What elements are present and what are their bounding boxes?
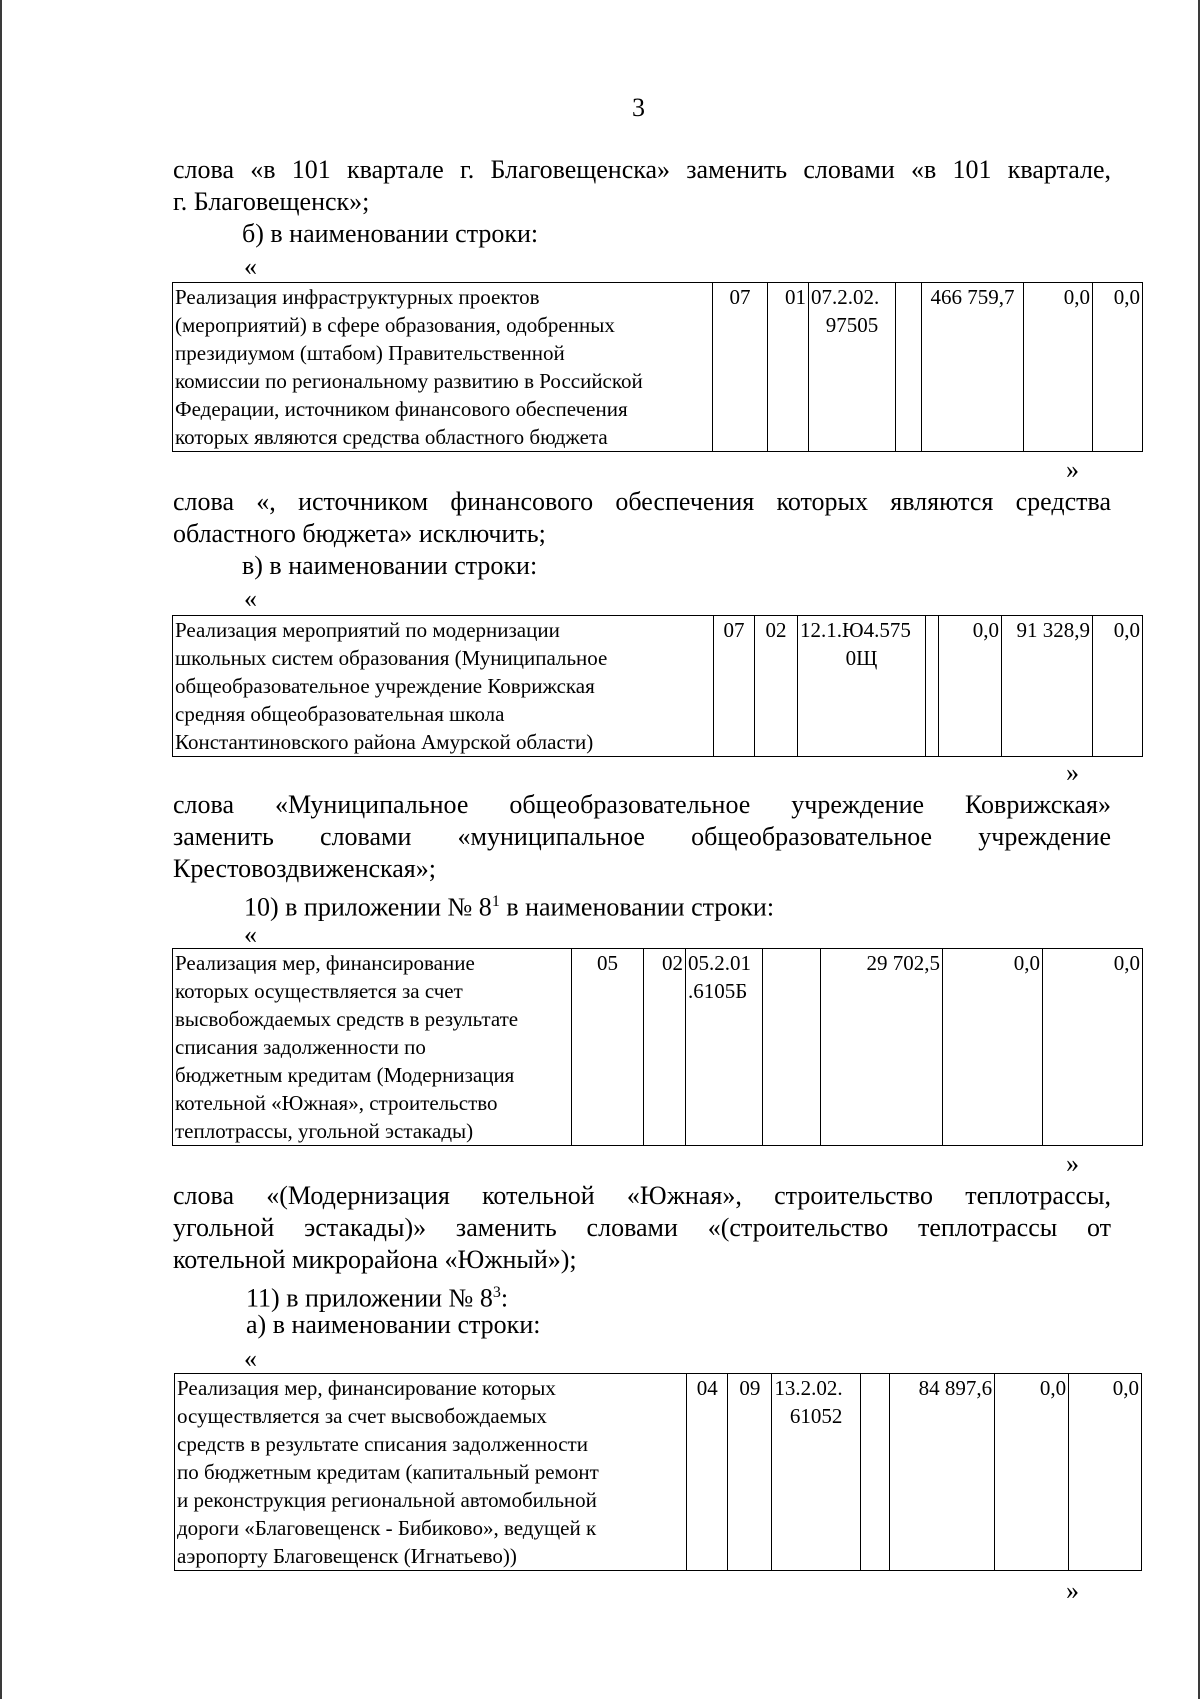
- open-quote-1: «: [244, 252, 257, 281]
- amount-cell-3: 0,0: [1043, 949, 1143, 1146]
- item-b-heading: б) в наименовании строки:: [242, 219, 539, 248]
- amount-cell-3: 0,0: [1093, 283, 1143, 452]
- table-row: [173, 949, 1143, 1146]
- subsection-code-cell: 01: [768, 283, 809, 452]
- row-name-line: дороги «Благовещенск - Бибиково», ведущей к: [177, 1516, 597, 1540]
- item-11-text: 11) в приложении № 8: [246, 1283, 493, 1313]
- amount-cell-2: 0,0: [943, 949, 1043, 1146]
- table-row: [173, 616, 1143, 757]
- paragraph-1: [173, 154, 1111, 218]
- row-name-cell: [173, 283, 713, 452]
- amount-cell-1: 466 759,7: [922, 283, 1024, 452]
- paragraph-2-line-1: слова «, источником финансового обеспечения которых являются средства: [173, 487, 1111, 516]
- row-name-cell: [175, 1374, 687, 1571]
- close-quote-1: »: [1066, 455, 1079, 484]
- paragraph-4: [173, 1180, 1111, 1276]
- target-article-line-1: 12.1.Ю4.575: [800, 618, 911, 642]
- row-name-line: Реализация мероприятий по модернизации: [175, 618, 560, 642]
- budget-row-table-2: [172, 615, 1143, 757]
- target-article-cell: [809, 283, 896, 452]
- row-name-line: котельной «Южная», строительство: [175, 1091, 498, 1115]
- row-name-line: Реализация мер, финансирование: [175, 951, 475, 975]
- row-name-line: Константиновского района Амурской области): [175, 730, 594, 754]
- row-name-line: теплотрассы, угольной эстакады): [175, 1119, 474, 1143]
- section-code-cell: 05: [572, 949, 644, 1146]
- row-name-line: Федерации, источником финансового обеспечения: [175, 397, 628, 421]
- paragraph-2-line-2: областного бюджета» исключить;: [173, 519, 546, 548]
- row-name-line: Реализация мер, финансирование которых: [177, 1376, 556, 1400]
- table-row: [175, 1374, 1142, 1571]
- close-quote-4: »: [1066, 1576, 1079, 1605]
- row-name-cell: [173, 616, 714, 757]
- item-10-heading: [244, 886, 774, 924]
- item-10-text: 10) в приложении № 8: [244, 892, 492, 922]
- paragraph-1-line-2: г. Благовещенск»;: [173, 187, 370, 216]
- budget-row-table-3: [172, 948, 1143, 1146]
- amount-cell-1: 0,0: [939, 616, 1002, 757]
- amount-cell-2: 0,0: [995, 1374, 1069, 1571]
- subsection-code-cell: 02: [755, 616, 798, 757]
- target-article-line-1: 13.2.02.: [774, 1376, 843, 1400]
- target-article-line-2: 97505: [825, 313, 879, 337]
- paragraph-4-line-1: слова «(Модернизация котельной «Южная», строительство теплотрассы,: [173, 1181, 1111, 1210]
- target-article-line-1: 07.2.02.: [811, 285, 880, 309]
- row-name-line: которых являются средства областного бюджета: [175, 425, 608, 449]
- paragraph-4-line-3: котельной микрорайона «Южный»);: [173, 1245, 577, 1274]
- close-quote-3: »: [1066, 1149, 1079, 1178]
- row-name-line: списания задолженности по: [175, 1035, 426, 1059]
- expense-type-cell: [926, 616, 939, 757]
- item-v-heading: в) в наименовании строки:: [242, 551, 538, 580]
- open-quote-4: «: [244, 1344, 257, 1373]
- scan-left-edge: [0, 0, 2, 1699]
- row-name-line: по бюджетным кредитам (капитальный ремонт: [177, 1460, 599, 1484]
- amount-cell-3: 0,0: [1093, 616, 1143, 757]
- page-number: 3: [632, 93, 645, 122]
- paragraph-3-line-2: заменить словами «муниципальное общеобразовательное учреждение: [173, 822, 1111, 851]
- row-name-line: комиссии по региональному развитию в Российской: [175, 369, 643, 393]
- subsection-code-cell: 09: [728, 1374, 772, 1571]
- paragraph-1-line-1: слова «в 101 квартале г. Благовещенска» заменить словами «в 101 квартале,: [173, 155, 1111, 184]
- expense-type-cell: [763, 949, 821, 1146]
- row-name-cell: [173, 949, 572, 1146]
- target-article-cell: [686, 949, 763, 1146]
- section-code-cell: 07: [713, 283, 768, 452]
- table-row: [173, 283, 1143, 452]
- amount-cell-2: 0,0: [1024, 283, 1093, 452]
- item-11-superscript: 3: [492, 1284, 501, 1301]
- section-code-cell: 07: [714, 616, 755, 757]
- target-article-line-2: .6105Б: [688, 979, 748, 1003]
- item-11a-heading: а) в наименовании строки:: [246, 1310, 541, 1339]
- row-name-line: высвобождаемых средств в результате: [175, 1007, 519, 1031]
- row-name-line: средств в результате списания задолженности: [177, 1432, 588, 1456]
- paragraph-3-line-1: слова «Муниципальное общеобразовательное учреждение Коврижская»: [173, 790, 1111, 819]
- row-name-line: бюджетным кредитам (Модернизация: [175, 1063, 515, 1087]
- paragraph-2: [173, 486, 1111, 550]
- item-11-text-after: :: [500, 1283, 509, 1313]
- target-article-line-1: 05.2.01: [688, 951, 751, 975]
- amount-cell-1: 84 897,6: [890, 1374, 995, 1571]
- amount-cell-2: 91 328,9: [1002, 616, 1093, 757]
- expense-type-cell: [896, 283, 922, 452]
- amount-cell-3: 0,0: [1069, 1374, 1142, 1571]
- paragraph-3-line-3: Крестовоздвиженская»;: [173, 854, 436, 883]
- row-name-line: осуществляется за счет высвобождаемых: [177, 1404, 547, 1428]
- target-article-line-2: 61052: [789, 1404, 843, 1428]
- target-article-cell: [772, 1374, 860, 1571]
- paragraph-4-line-2: угольной эстакады)» заменить словами «(строительство теплотрассы от: [173, 1213, 1111, 1242]
- row-name-line: (мероприятий) в сфере образования, одобренных: [175, 313, 615, 337]
- paragraph-3: [173, 789, 1111, 885]
- row-name-line: школьных систем образования (Муниципальное: [175, 646, 608, 670]
- budget-row-table-4: [174, 1373, 1142, 1571]
- target-article-cell: [798, 616, 926, 757]
- expense-type-cell: [860, 1374, 890, 1571]
- row-name-line: аэропорту Благовещенск (Игнатьево)): [177, 1544, 517, 1568]
- row-name-line: средняя общеобразовательная школа: [175, 702, 505, 726]
- open-quote-3: «: [244, 920, 257, 949]
- row-name-line: и реконструкция региональной автомобильной: [177, 1488, 597, 1512]
- section-code-cell: 04: [687, 1374, 728, 1571]
- item-10-text-after: в наименовании строки:: [499, 892, 775, 922]
- budget-row-table-1: [172, 282, 1143, 452]
- amount-cell-1: 29 702,5: [821, 949, 943, 1146]
- close-quote-2: »: [1066, 758, 1079, 787]
- subsection-code-cell: 02: [644, 949, 686, 1146]
- item-10-superscript: 1: [491, 893, 500, 910]
- row-name-line: общеобразовательное учреждение Коврижская: [175, 674, 595, 698]
- row-name-line: президиумом (штабом) Правительственной: [175, 341, 565, 365]
- row-name-line: Реализация инфраструктурных проектов: [175, 285, 540, 309]
- row-name-line: которых осуществляется за счет: [175, 979, 463, 1003]
- target-article-line-2: 0Щ: [845, 646, 878, 670]
- open-quote-2: «: [244, 584, 257, 613]
